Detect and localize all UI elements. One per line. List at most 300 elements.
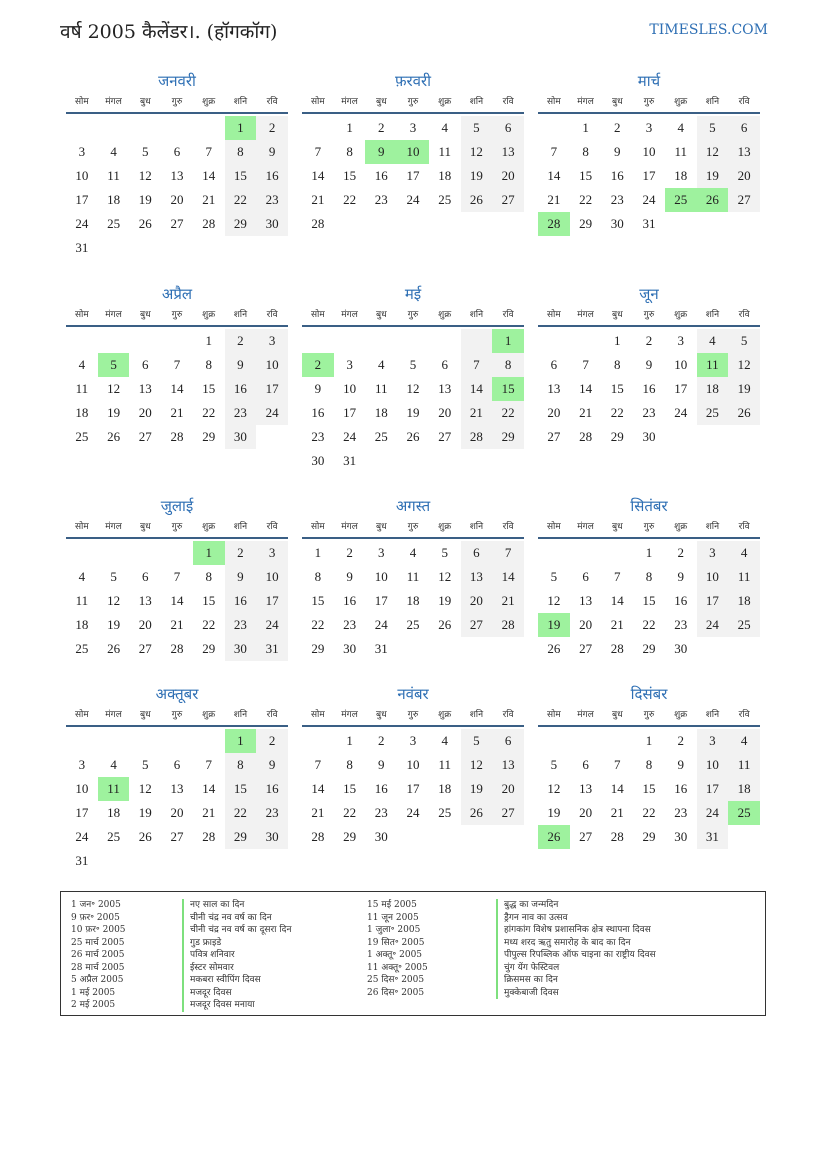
day-cell[interactable]: 3 [378, 545, 385, 560]
day-cell[interactable]: 22 [225, 801, 257, 825]
day-cell[interactable]: 23 [343, 617, 357, 632]
day-cell[interactable]: 16 [256, 777, 288, 801]
day-cell[interactable]: 25 [438, 805, 452, 820]
day-cell[interactable]: 22 [642, 617, 656, 632]
day-cell[interactable]: 4 [78, 357, 86, 372]
day-cell[interactable]: 16 [374, 168, 388, 183]
day-cell[interactable]: 10 [343, 381, 357, 396]
day-cell[interactable]: 11 [674, 144, 687, 159]
day-cell[interactable]: 30 [674, 829, 688, 844]
day-cell[interactable]: 30 [674, 641, 688, 656]
day-cell[interactable]: 11 [728, 753, 760, 777]
day-cell[interactable]: 18 [728, 777, 760, 801]
day-cell[interactable]: 14 [170, 381, 184, 396]
day-cell[interactable]: 12 [461, 753, 493, 777]
day-cell[interactable]: 25 [728, 613, 760, 637]
day-cell[interactable]: 17 [406, 168, 420, 183]
day-cell[interactable]: 27 [170, 829, 184, 844]
day-cell[interactable]: 3 [256, 329, 288, 353]
day-cell[interactable]: 20 [728, 164, 760, 188]
day-cell[interactable]: 8 [346, 144, 353, 159]
day-cell[interactable]: 2 [225, 541, 257, 565]
day-cell[interactable]: 4 [728, 541, 760, 565]
day-cell[interactable]: 29 [225, 825, 257, 849]
holiday-day-cell[interactable]: 11 [98, 777, 130, 801]
day-cell[interactable]: 7 [173, 569, 181, 584]
day-cell[interactable]: 28 [202, 829, 216, 844]
day-cell[interactable]: 7 [173, 357, 181, 372]
day-cell[interactable]: 23 [256, 801, 288, 825]
day-cell[interactable]: 28 [610, 641, 624, 656]
day-cell[interactable]: 10 [374, 569, 388, 584]
site-link[interactable]: TIMESLES.COM [649, 22, 768, 38]
day-cell[interactable]: 12 [138, 168, 152, 183]
holiday-day-cell[interactable]: 19 [538, 613, 570, 637]
day-cell[interactable]: 8 [645, 757, 653, 772]
day-cell[interactable]: 14 [170, 593, 184, 608]
day-cell[interactable]: 31 [374, 641, 388, 656]
day-cell[interactable]: 9 [225, 353, 257, 377]
day-cell[interactable]: 27 [579, 641, 593, 656]
day-cell[interactable]: 10 [256, 565, 288, 589]
day-cell[interactable]: 11 [107, 168, 120, 183]
day-cell[interactable]: 23 [674, 805, 688, 820]
day-cell[interactable]: 2 [677, 545, 684, 560]
day-cell[interactable]: 14 [492, 565, 524, 589]
day-cell[interactable]: 4 [441, 733, 448, 748]
day-cell[interactable]: 29 [579, 216, 593, 231]
day-cell[interactable]: 11 [375, 381, 388, 396]
day-cell[interactable]: 27 [579, 829, 593, 844]
day-cell[interactable]: 27 [547, 429, 561, 444]
day-cell[interactable]: 28 [311, 216, 325, 231]
day-cell[interactable]: 3 [256, 541, 288, 565]
day-cell[interactable]: 9 [314, 381, 322, 396]
day-cell[interactable]: 19 [461, 164, 493, 188]
day-cell[interactable]: 20 [170, 192, 184, 207]
day-cell[interactable]: 14 [579, 381, 593, 396]
day-cell[interactable]: 4 [110, 144, 117, 159]
day-cell[interactable]: 13 [492, 140, 524, 164]
day-cell[interactable]: 20 [461, 589, 493, 613]
day-cell[interactable]: 6 [582, 569, 589, 584]
day-cell[interactable]: 20 [579, 805, 593, 820]
day-cell[interactable]: 6 [142, 569, 149, 584]
day-cell[interactable]: 15 [202, 381, 216, 396]
day-cell[interactable]: 4 [728, 729, 760, 753]
day-cell[interactable]: 7 [614, 757, 621, 772]
day-cell[interactable]: 24 [75, 216, 89, 231]
day-cell[interactable]: 21 [311, 805, 325, 820]
day-cell[interactable]: 13 [547, 381, 561, 396]
day-cell[interactable]: 11 [75, 381, 89, 396]
day-cell[interactable]: 4 [110, 757, 117, 772]
day-cell[interactable]: 1 [346, 120, 353, 135]
day-cell[interactable]: 26 [438, 617, 452, 632]
day-cell[interactable]: 9 [645, 357, 653, 372]
day-cell[interactable]: 20 [438, 405, 452, 420]
day-cell[interactable]: 21 [170, 405, 184, 420]
day-cell[interactable]: 3 [645, 120, 653, 135]
day-cell[interactable]: 15 [642, 593, 656, 608]
day-cell[interactable]: 17 [697, 777, 729, 801]
day-cell[interactable]: 21 [610, 617, 624, 632]
day-cell[interactable]: 27 [492, 801, 524, 825]
day-cell[interactable]: 16 [642, 381, 656, 396]
day-cell[interactable]: 6 [441, 357, 448, 372]
day-cell[interactable]: 24 [256, 613, 288, 637]
day-cell[interactable]: 3 [409, 120, 417, 135]
day-cell[interactable]: 6 [173, 144, 181, 159]
day-cell[interactable]: 1 [645, 545, 653, 560]
day-cell[interactable]: 20 [579, 617, 593, 632]
holiday-day-cell[interactable]: 1 [225, 729, 257, 753]
day-cell[interactable]: 3 [677, 333, 684, 348]
day-cell[interactable]: 6 [142, 357, 149, 372]
day-cell[interactable]: 1 [205, 333, 212, 348]
day-cell[interactable]: 21 [579, 405, 593, 420]
day-cell[interactable]: 12 [547, 781, 561, 796]
day-cell[interactable]: 6 [582, 757, 589, 772]
day-cell[interactable]: 5 [461, 116, 493, 140]
day-cell[interactable]: 10 [75, 168, 89, 183]
day-cell[interactable]: 4 [378, 357, 385, 372]
day-cell[interactable]: 7 [314, 144, 322, 159]
day-cell[interactable]: 30 [256, 212, 288, 236]
day-cell[interactable]: 7 [614, 569, 621, 584]
day-cell[interactable]: 2 [614, 120, 621, 135]
day-cell[interactable]: 5 [697, 116, 729, 140]
day-cell[interactable]: 18 [75, 405, 89, 420]
day-cell[interactable]: 23 [610, 192, 624, 207]
day-cell[interactable]: 28 [579, 429, 593, 444]
day-cell[interactable]: 3 [409, 733, 417, 748]
day-cell[interactable]: 3 [78, 757, 86, 772]
day-cell[interactable]: 15 [343, 168, 357, 183]
day-cell[interactable]: 19 [138, 805, 152, 820]
day-cell[interactable]: 15 [642, 781, 656, 796]
day-cell[interactable]: 27 [170, 216, 184, 231]
day-cell[interactable]: 24 [374, 617, 388, 632]
day-cell[interactable]: 9 [378, 757, 385, 772]
day-cell[interactable]: 13 [579, 781, 593, 796]
day-cell[interactable]: 26 [461, 188, 493, 212]
day-cell[interactable]: 17 [697, 589, 729, 613]
day-cell[interactable]: 30 [343, 641, 357, 656]
day-cell[interactable]: 5 [142, 757, 149, 772]
day-cell[interactable]: 17 [75, 192, 89, 207]
day-cell[interactable]: 23 [225, 613, 257, 637]
day-cell[interactable]: 18 [107, 192, 121, 207]
day-cell[interactable]: 31 [343, 453, 357, 468]
day-cell[interactable]: 7 [461, 353, 493, 377]
day-cell[interactable]: 18 [438, 168, 452, 183]
day-cell[interactable]: 17 [256, 377, 288, 401]
day-cell[interactable]: 29 [610, 429, 624, 444]
day-cell[interactable]: 11 [728, 565, 760, 589]
holiday-day-cell[interactable]: 28 [538, 212, 570, 236]
day-cell[interactable]: 4 [78, 569, 86, 584]
day-cell[interactable]: 5 [550, 757, 558, 772]
day-cell[interactable]: 19 [728, 377, 760, 401]
day-cell[interactable]: 8 [492, 353, 524, 377]
holiday-day-cell[interactable]: 1 [193, 541, 225, 565]
day-cell[interactable]: 14 [610, 593, 624, 608]
holiday-day-cell[interactable]: 1 [225, 116, 257, 140]
day-cell[interactable]: 17 [343, 405, 357, 420]
day-cell[interactable]: 17 [406, 781, 420, 796]
holiday-day-cell[interactable]: 25 [728, 801, 760, 825]
holiday-day-cell[interactable]: 9 [365, 140, 397, 164]
day-cell[interactable]: 16 [610, 168, 624, 183]
holiday-day-cell[interactable]: 11 [697, 353, 729, 377]
day-cell[interactable]: 25 [107, 829, 121, 844]
day-cell[interactable]: 29 [642, 829, 656, 844]
day-cell[interactable]: 3 [78, 144, 86, 159]
day-cell[interactable]: 19 [547, 805, 561, 820]
day-cell[interactable]: 20 [138, 617, 152, 632]
day-cell[interactable]: 28 [202, 216, 216, 231]
day-cell[interactable]: 17 [374, 593, 388, 608]
day-cell[interactable]: 1 [582, 120, 589, 135]
day-cell[interactable]: 12 [406, 381, 420, 396]
day-cell[interactable]: 8 [645, 569, 653, 584]
day-cell[interactable]: 11 [438, 144, 451, 159]
day-cell[interactable]: 17 [75, 805, 89, 820]
day-cell[interactable]: 31 [75, 853, 89, 868]
day-cell[interactable]: 26 [406, 429, 420, 444]
day-cell[interactable]: 2 [256, 729, 288, 753]
day-cell[interactable]: 9 [677, 757, 684, 772]
day-cell[interactable]: 5 [142, 144, 149, 159]
day-cell[interactable]: 28 [461, 425, 493, 449]
day-cell[interactable]: 25 [75, 641, 89, 656]
day-cell[interactable]: 18 [438, 781, 452, 796]
day-cell[interactable]: 22 [610, 405, 624, 420]
day-cell[interactable]: 29 [225, 212, 257, 236]
day-cell[interactable]: 15 [610, 381, 624, 396]
day-cell[interactable]: 12 [461, 140, 493, 164]
day-cell[interactable]: 22 [225, 188, 257, 212]
day-cell[interactable]: 24 [406, 192, 420, 207]
day-cell[interactable]: 26 [461, 801, 493, 825]
day-cell[interactable]: 12 [107, 381, 121, 396]
day-cell[interactable]: 19 [697, 164, 729, 188]
day-cell[interactable]: 7 [205, 144, 212, 159]
day-cell[interactable]: 4 [677, 120, 684, 135]
day-cell[interactable]: 6 [173, 757, 181, 772]
day-cell[interactable]: 6 [492, 116, 524, 140]
day-cell[interactable]: 19 [107, 617, 121, 632]
day-cell[interactable]: 20 [170, 805, 184, 820]
day-cell[interactable]: 23 [374, 192, 388, 207]
day-cell[interactable]: 3 [697, 541, 729, 565]
day-cell[interactable]: 2 [378, 120, 385, 135]
day-cell[interactable]: 24 [697, 613, 729, 637]
day-cell[interactable]: 12 [728, 353, 760, 377]
day-cell[interactable]: 13 [461, 565, 493, 589]
day-cell[interactable]: 21 [610, 805, 624, 820]
day-cell[interactable]: 9 [614, 144, 621, 159]
holiday-day-cell[interactable]: 2 [302, 353, 334, 377]
day-cell[interactable]: 15 [343, 781, 357, 796]
day-cell[interactable]: 26 [728, 401, 760, 425]
day-cell[interactable]: 27 [438, 429, 452, 444]
day-cell[interactable]: 2 [378, 733, 385, 748]
day-cell[interactable]: 27 [138, 429, 152, 444]
day-cell[interactable]: 5 [728, 329, 760, 353]
day-cell[interactable]: 2 [645, 333, 653, 348]
day-cell[interactable]: 8 [225, 753, 257, 777]
day-cell[interactable]: 31 [256, 637, 288, 661]
day-cell[interactable]: 10 [697, 753, 729, 777]
day-cell[interactable]: 17 [674, 381, 688, 396]
day-cell[interactable]: 30 [225, 637, 257, 661]
day-cell[interactable]: 28 [170, 429, 184, 444]
day-cell[interactable]: 16 [311, 405, 325, 420]
day-cell[interactable]: 18 [374, 405, 388, 420]
day-cell[interactable]: 5 [550, 569, 558, 584]
day-cell[interactable]: 13 [170, 168, 184, 183]
day-cell[interactable]: 29 [202, 641, 216, 656]
day-cell[interactable]: 11 [406, 569, 420, 584]
day-cell[interactable]: 9 [346, 569, 353, 584]
day-cell[interactable]: 21 [311, 192, 325, 207]
day-cell[interactable]: 21 [202, 805, 216, 820]
day-cell[interactable]: 21 [547, 192, 561, 207]
day-cell[interactable]: 16 [374, 781, 388, 796]
day-cell[interactable]: 10 [75, 781, 89, 796]
day-cell[interactable]: 20 [492, 777, 524, 801]
holiday-day-cell[interactable]: 10 [397, 140, 429, 164]
day-cell[interactable]: 29 [343, 829, 357, 844]
day-cell[interactable]: 29 [492, 425, 524, 449]
holiday-day-cell[interactable]: 1 [492, 329, 524, 353]
day-cell[interactable]: 22 [343, 805, 357, 820]
day-cell[interactable]: 15 [579, 168, 593, 183]
day-cell[interactable]: 16 [256, 164, 288, 188]
day-cell[interactable]: 15 [225, 164, 257, 188]
day-cell[interactable]: 23 [374, 805, 388, 820]
day-cell[interactable]: 5 [409, 357, 417, 372]
day-cell[interactable]: 27 [461, 613, 493, 637]
day-cell[interactable]: 8 [346, 757, 353, 772]
day-cell[interactable]: 9 [677, 569, 684, 584]
day-cell[interactable]: 3 [346, 357, 353, 372]
day-cell[interactable]: 11 [438, 757, 451, 772]
day-cell[interactable]: 9 [225, 565, 257, 589]
day-cell[interactable]: 23 [674, 617, 688, 632]
holiday-day-cell[interactable]: 5 [98, 353, 130, 377]
day-cell[interactable]: 30 [225, 425, 257, 449]
day-cell[interactable]: 31 [75, 240, 89, 255]
day-cell[interactable]: 13 [170, 781, 184, 796]
day-cell[interactable]: 18 [697, 377, 729, 401]
day-cell[interactable]: 12 [547, 593, 561, 608]
holiday-day-cell[interactable]: 15 [492, 377, 524, 401]
day-cell[interactable]: 19 [461, 777, 493, 801]
day-cell[interactable]: 14 [311, 168, 325, 183]
day-cell[interactable]: 13 [728, 140, 760, 164]
day-cell[interactable]: 29 [642, 641, 656, 656]
day-cell[interactable]: 12 [107, 593, 121, 608]
day-cell[interactable]: 29 [311, 641, 325, 656]
day-cell[interactable]: 18 [406, 593, 420, 608]
day-cell[interactable]: 2 [256, 116, 288, 140]
day-cell[interactable]: 16 [225, 589, 257, 613]
day-cell[interactable]: 13 [138, 593, 152, 608]
day-cell[interactable]: 6 [492, 729, 524, 753]
day-cell[interactable]: 18 [728, 589, 760, 613]
day-cell[interactable]: 5 [441, 545, 448, 560]
day-cell[interactable]: 26 [107, 429, 121, 444]
day-cell[interactable]: 18 [674, 168, 688, 183]
day-cell[interactable]: 11 [75, 593, 89, 608]
day-cell[interactable]: 22 [311, 617, 325, 632]
day-cell[interactable]: 31 [697, 825, 729, 849]
day-cell[interactable]: 1 [314, 545, 322, 560]
day-cell[interactable]: 19 [438, 593, 452, 608]
day-cell[interactable]: 29 [202, 429, 216, 444]
day-cell[interactable]: 3 [697, 729, 729, 753]
day-cell[interactable]: 19 [406, 405, 420, 420]
day-cell[interactable]: 10 [406, 757, 420, 772]
day-cell[interactable]: 26 [138, 216, 152, 231]
day-cell[interactable]: 24 [697, 801, 729, 825]
day-cell[interactable]: 21 [461, 401, 493, 425]
day-cell[interactable]: 31 [642, 216, 656, 231]
day-cell[interactable]: 21 [170, 617, 184, 632]
day-cell[interactable]: 20 [547, 405, 561, 420]
day-cell[interactable]: 2 [677, 733, 684, 748]
day-cell[interactable]: 4 [441, 120, 448, 135]
day-cell[interactable]: 24 [406, 805, 420, 820]
day-cell[interactable]: 8 [582, 144, 589, 159]
day-cell[interactable]: 26 [138, 829, 152, 844]
day-cell[interactable]: 23 [225, 401, 257, 425]
day-cell[interactable]: 6 [728, 116, 760, 140]
day-cell[interactable]: 7 [492, 541, 524, 565]
day-cell[interactable]: 30 [374, 829, 388, 844]
day-cell[interactable]: 2 [225, 329, 257, 353]
day-cell[interactable]: 20 [138, 405, 152, 420]
day-cell[interactable]: 26 [547, 641, 561, 656]
day-cell[interactable]: 28 [170, 641, 184, 656]
day-cell[interactable]: 17 [642, 168, 656, 183]
day-cell[interactable]: 8 [205, 357, 212, 372]
day-cell[interactable]: 15 [202, 593, 216, 608]
day-cell[interactable]: 13 [138, 381, 152, 396]
day-cell[interactable]: 30 [610, 216, 624, 231]
day-cell[interactable]: 2 [346, 545, 353, 560]
day-cell[interactable]: 24 [674, 405, 688, 420]
day-cell[interactable]: 4 [697, 329, 729, 353]
holiday-day-cell[interactable]: 25 [665, 188, 697, 212]
day-cell[interactable]: 22 [202, 405, 216, 420]
day-cell[interactable]: 21 [202, 192, 216, 207]
day-cell[interactable]: 8 [225, 140, 257, 164]
day-cell[interactable]: 1 [614, 333, 621, 348]
day-cell[interactable]: 22 [343, 192, 357, 207]
day-cell[interactable]: 18 [75, 617, 89, 632]
day-cell[interactable]: 24 [75, 829, 89, 844]
day-cell[interactable]: 13 [492, 753, 524, 777]
day-cell[interactable]: 25 [107, 216, 121, 231]
day-cell[interactable]: 13 [438, 381, 452, 396]
day-cell[interactable]: 27 [728, 188, 760, 212]
day-cell[interactable]: 12 [138, 781, 152, 796]
day-cell[interactable]: 23 [311, 429, 325, 444]
